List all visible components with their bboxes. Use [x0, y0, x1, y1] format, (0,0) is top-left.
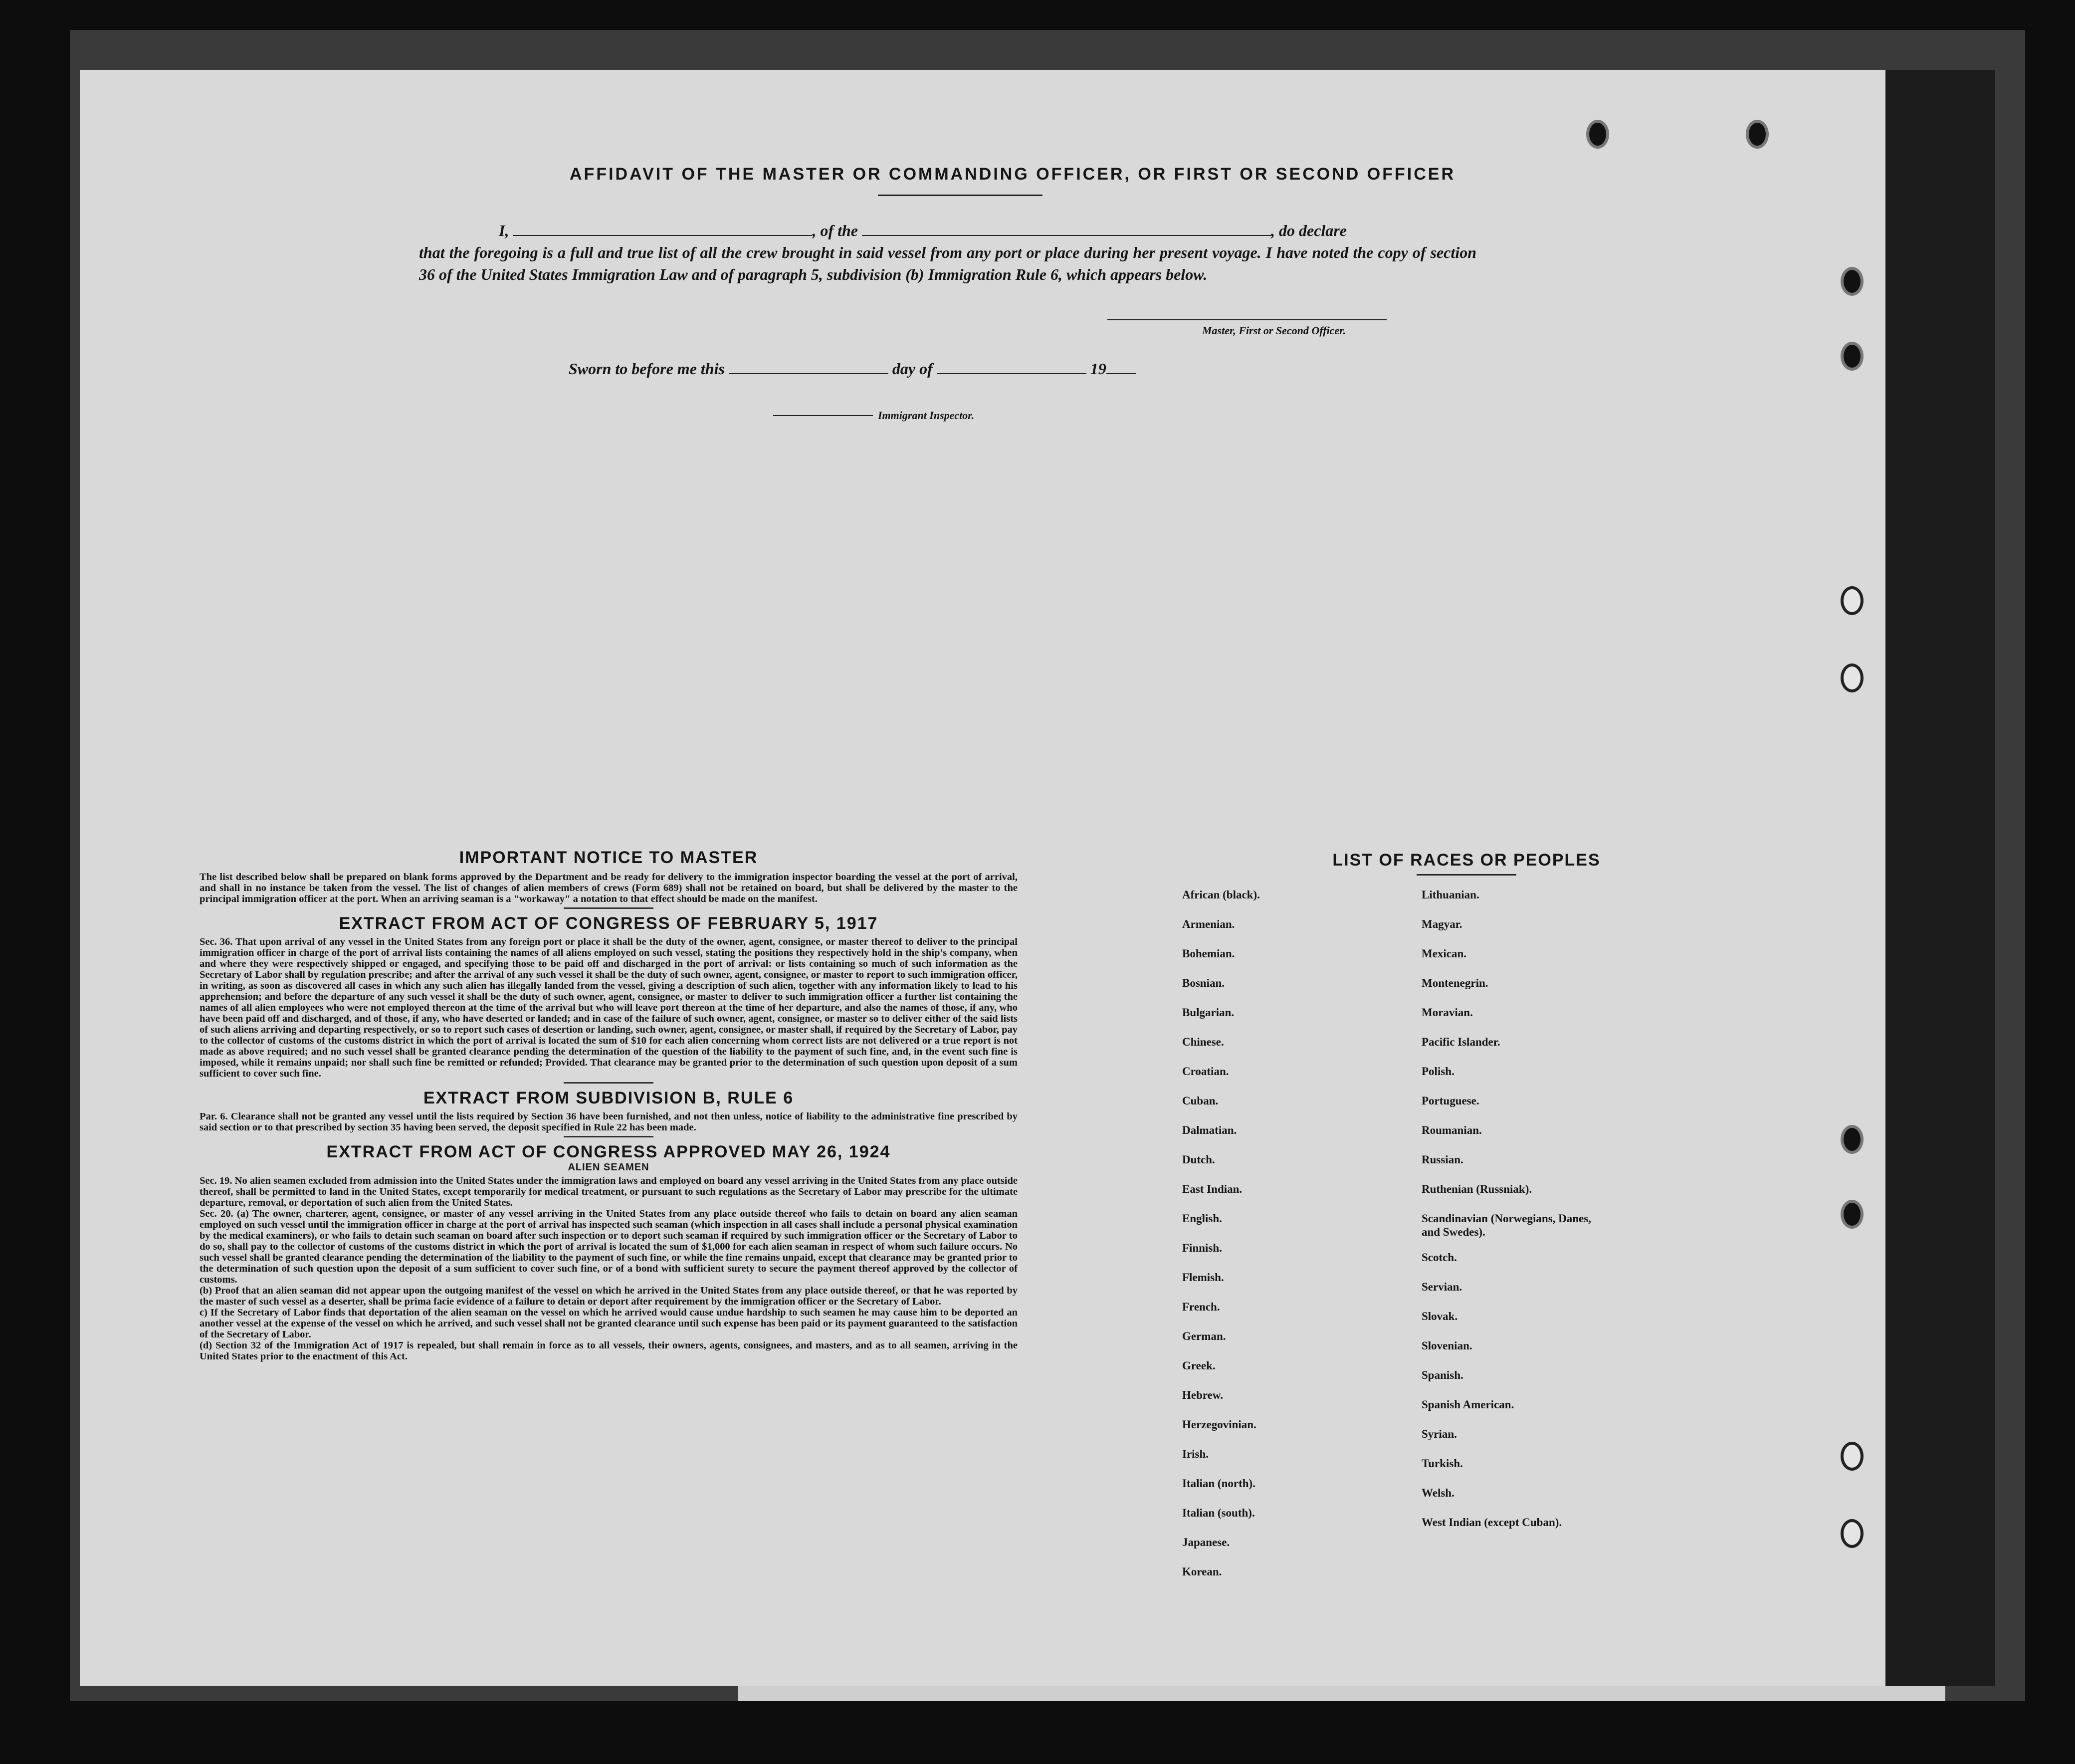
race-item: Bohemian. [1182, 947, 1235, 960]
races-underline [1417, 874, 1516, 876]
signature-line[interactable] [1107, 319, 1387, 320]
punch-hole [1841, 1519, 1864, 1548]
sec-19-text: Sec. 19. No alien seamen excluded from admission into the United States under the immigration laws and employed on board any vessel arriving in the United States from any place outside thereof, shall be permitted to land in the United States, except temporarily for medical treatment, or pursuant to such regulations as the Secretary of Labor may prescribe for the ultimate departure, removal, or deportation of such alien from the United States. [200, 1175, 1018, 1208]
form-page [80, 70, 1885, 1686]
race-item: Roumanian. [1422, 1124, 1482, 1136]
notice-text: The list described below shall be prepared on blank forms approved by the Department and be ready for delivery to the immigration inspector boarding the vessel at the port of arrival, and shall in no instance be taken from the vessel. The list of changes of alien members of crews (Form 689) shall not be retained on board, but shall be delivered by the master to the principal immigration officer at the port. When an arriving seaman is a "workaway" a notation to that effect should be made on the manifest. [200, 872, 1018, 904]
affidavit-title: AFFIDAVIT OF THE MASTER OR COMMANDING OFFICER, OR FIRST OR SECOND OFFICER [570, 165, 1455, 184]
race-item: Bulgarian. [1182, 1006, 1235, 1019]
race-item: Syrian. [1422, 1428, 1457, 1440]
race-item: Slovenian. [1422, 1339, 1472, 1352]
race-item: French. [1182, 1301, 1220, 1313]
race-item: Dutch. [1182, 1153, 1215, 1166]
rule-6-text: Par. 6. Clearance shall not be granted any vessel until the lists required by Section 36 have been furnished, and not then unless, notice of liability to the administrative fine prescribed by said section or to that prescribed by section 35 having been served, the deposit specified in Rule 22 has been made. [200, 1111, 1018, 1133]
divider [564, 1082, 653, 1084]
race-item: Irish. [1182, 1448, 1209, 1460]
sworn-day-blank[interactable] [729, 359, 888, 374]
race-item: Dalmatian. [1182, 1124, 1237, 1136]
page-shadow [1885, 70, 1995, 1686]
race-item: Russian. [1422, 1153, 1463, 1166]
race-item: Welsh. [1422, 1487, 1454, 1499]
race-item: Herzegovinian. [1182, 1418, 1256, 1431]
race-item: Moravian. [1422, 1006, 1473, 1019]
punch-hole [1841, 1442, 1864, 1471]
punch-hole [1841, 663, 1864, 692]
alien-seamen-subheading: ALIEN SEAMEN [568, 1162, 649, 1173]
race-item: East Indian. [1182, 1183, 1243, 1195]
punch-hole [1841, 342, 1864, 371]
punch-hole [1841, 1125, 1864, 1154]
race-item: German. [1182, 1330, 1226, 1342]
race-item: Lithuanian. [1422, 888, 1479, 901]
vessel-blank-field[interactable] [862, 221, 1271, 236]
race-item: Japanese. [1182, 1536, 1230, 1548]
race-item: Scotch. [1422, 1251, 1457, 1264]
race-item: Chinese. [1182, 1036, 1224, 1048]
inspector-label: Immigrant Inspector. [878, 409, 975, 422]
title-underline [878, 195, 1042, 196]
year-prefix: 19 [1090, 360, 1106, 378]
race-item: Korean. [1182, 1565, 1222, 1578]
name-blank-field[interactable] [513, 221, 812, 236]
race-item: Cuban. [1182, 1095, 1219, 1107]
sworn-prefix: Sworn to before me this [569, 360, 725, 378]
sec-20d-text: (d) Section 32 of the Immigration Act of 1917 is repealed, but shall remain in force as to all vessels, their owners, agents, consignees, and masters, and as to all seamen, arriving in the United States prior to the enactment of this Act. [200, 1340, 1018, 1362]
day-of-label: day of [892, 360, 933, 378]
race-item: Flemish. [1182, 1271, 1224, 1284]
race-item: English. [1182, 1212, 1222, 1225]
sworn-line [569, 359, 1136, 378]
punch-hole [1841, 586, 1864, 615]
race-item: Scandinavian (Norwegians, Danes, and Swedes). [1422, 1212, 1591, 1238]
sec-20b-text: (b) Proof that an alien seaman did not appear upon the outgoing manifest of the vessel on which he arrived in the United States from any place outside thereof, or that he was reported by the master of such vessel as a deserter, shall be prima facie evidence of a failure to detain or deport after requirement by the immigration officer or the Secretary of Labor. [200, 1285, 1018, 1307]
sec-20c-text: c) If the Secretary of Labor finds that deportation of the alien seaman on the vessel on which he arrived would cause undue hardship to such seamen he may cause him to be deported an another vessel at the expense of the vessel on which he arrived, and such vessel shall not be granted clearance until such expense has been paid or its payment guaranteed to the satisfaction of the Secretary of Labor. [200, 1307, 1018, 1340]
sworn-month-blank[interactable] [937, 359, 1086, 374]
race-item: West Indian (except Cuban). [1422, 1516, 1562, 1529]
race-item: Greek. [1182, 1359, 1216, 1372]
affidavit-body: that the foregoing is a full and true list of all the crew brought in said vessel from any port or place during her present voyage. I have noted the copy of section 36 of the United States Immigration Law and of paragraph 5, subdivision (b) Immigration Rule 6, which appears below. [419, 243, 1476, 283]
notice-heading: IMPORTANT NOTICE TO MASTER [459, 848, 758, 867]
race-item: Pacific Islander. [1422, 1036, 1500, 1048]
i-prefix: I, [499, 221, 509, 239]
race-item: Finnish. [1182, 1242, 1222, 1254]
race-item: Croatian. [1182, 1065, 1229, 1078]
punch-hole [1586, 120, 1609, 149]
punch-hole [1841, 267, 1864, 296]
rule-6-heading: EXTRACT FROM SUBDIVISION B, RULE 6 [423, 1089, 794, 1107]
declaration-line [419, 220, 1476, 241]
race-item: Spanish. [1422, 1369, 1463, 1381]
of-the-label: , of the [812, 221, 858, 239]
race-item: Bosnian. [1182, 977, 1225, 989]
races-right-column [1422, 888, 1601, 1545]
race-item: Servian. [1422, 1281, 1462, 1293]
sec-20a-text: Sec. 20. (a) The owner, charterer, agent, consignee, or master of any vessel arriving in the United States from any place outside thereof who fails to detain on board any alien seaman employed on such vessel until the immigration officer in charge at the port of arrival has inspected such seaman (which inspection in all cases shall include a personal physical examination by the medical examiners), or who fails to detain such seaman on board after such inspection or to deport such seaman if required by such immigration officer or the Secretary of Labor to do so, shall pay to the collector of customs of the customs district in which the port of arrival is located the sum of $1,000 for each alien seaman in respect of whom such failure occurs. No such vessel shall be granted clearance pending the determination of the liability to the payment of such fine, or while the fine remains unpaid, except that clearance may be granted prior to the determination of such question upon the deposit of a sum sufficient to cover such fine, or of a bond with sufficient surety to secure the payment thereof approved by the collector of customs. [200, 1208, 1018, 1285]
race-item: Mexican. [1422, 947, 1467, 960]
inspector-line[interactable] [773, 415, 873, 416]
do-declare-label: , do declare [1271, 221, 1347, 239]
race-item: Turkish. [1422, 1457, 1463, 1470]
races-left-column [1182, 888, 1422, 1594]
race-item: Italian (south). [1182, 1507, 1255, 1519]
extract-1917-heading: EXTRACT FROM ACT OF CONGRESS OF FEBRUARY 5, 1917 [339, 914, 878, 933]
race-item: Magyar. [1422, 918, 1462, 930]
extract-1924-heading: EXTRACT FROM ACT OF CONGRESS APPROVED MAY 26, 1924 [326, 1142, 891, 1161]
divider [564, 1136, 653, 1137]
race-item: Ruthenian (Russniak). [1422, 1183, 1532, 1195]
race-item: Montenegrin. [1422, 977, 1488, 989]
race-item: Armenian. [1182, 918, 1235, 930]
punch-hole [1746, 120, 1769, 149]
punch-hole [1841, 1200, 1864, 1229]
race-item: Portuguese. [1422, 1095, 1479, 1107]
races-heading: LIST OF RACES OR PEOPLES [1332, 851, 1601, 870]
divider [564, 907, 653, 909]
sworn-year-blank[interactable] [1106, 359, 1136, 374]
race-item: Slovak. [1422, 1310, 1458, 1323]
race-item: Spanish American. [1422, 1398, 1514, 1411]
race-item: Italian (north). [1182, 1477, 1255, 1490]
extract-1917-text: Sec. 36. That upon arrival of any vessel in the United States from any foreign port or place it shall be the duty of the owner, agent, consignee, or master thereof to deliver to the principal immigration officer in charge of the port of arrival lists containing the names of all aliens employed on such vessel, stating the positions they respectively hold in the ship's company, when and where they were respectively shipped or engaged, and specifying those to be paid off and discharged in the port of arrival: or lists containing so much of such information as the Secretary of Labor shall by regulation prescribe; and after the arrival of any such vessel it shall be the duty of such owner, agent, consignee, or master to report to such immigration officer, in writing, as soon as discovered all cases in which any such alien has illegally landed from the vessel, giving a description of such alien, together with any information likely to lead to his apprehension; and before the departure of any such vessel it shall be the duty of such owner, agent, consignee, or master to deliver to such immigration officer a further list containing the names of all alien employees who were not employed thereon at the time of the arrival but who will leave port thereon at the time of her departure, and also the names of those, if any, who have been paid off and discharged, and of those, if any, who have deserted or landed; and in case of the failure of such owner, agent, consignee, or master so to deliver either of the said lists of such aliens arriving and departing respectively, or so to report such cases of desertion or landing, such owner, agent, consignee, or master shall, if required by the Secretary of Labor, pay to the collector of customs of the customs district in which the port of arrival is located the sum of $10 for each alien concerning whom correct lists are not delivered or a true report is not made as above required; and no such vessel shall be granted clearance pending the determination of the question of the liability to the payment of such fine, and, in the event such fine is imposed, while it remains unpaid; nor shall such fine be remitted or refunded; Provided. That clearance may be granted prior to the determination of such question upon deposit of a sum sufficient to cover such fine. [200, 936, 1018, 1079]
race-item: Polish. [1422, 1065, 1454, 1078]
legal-notices-column [200, 848, 1018, 1362]
affidavit-statement [419, 220, 1476, 285]
signature-label: Master, First or Second Officer. [1202, 324, 1346, 337]
race-item: African (black). [1182, 888, 1260, 901]
race-item: Hebrew. [1182, 1389, 1223, 1401]
